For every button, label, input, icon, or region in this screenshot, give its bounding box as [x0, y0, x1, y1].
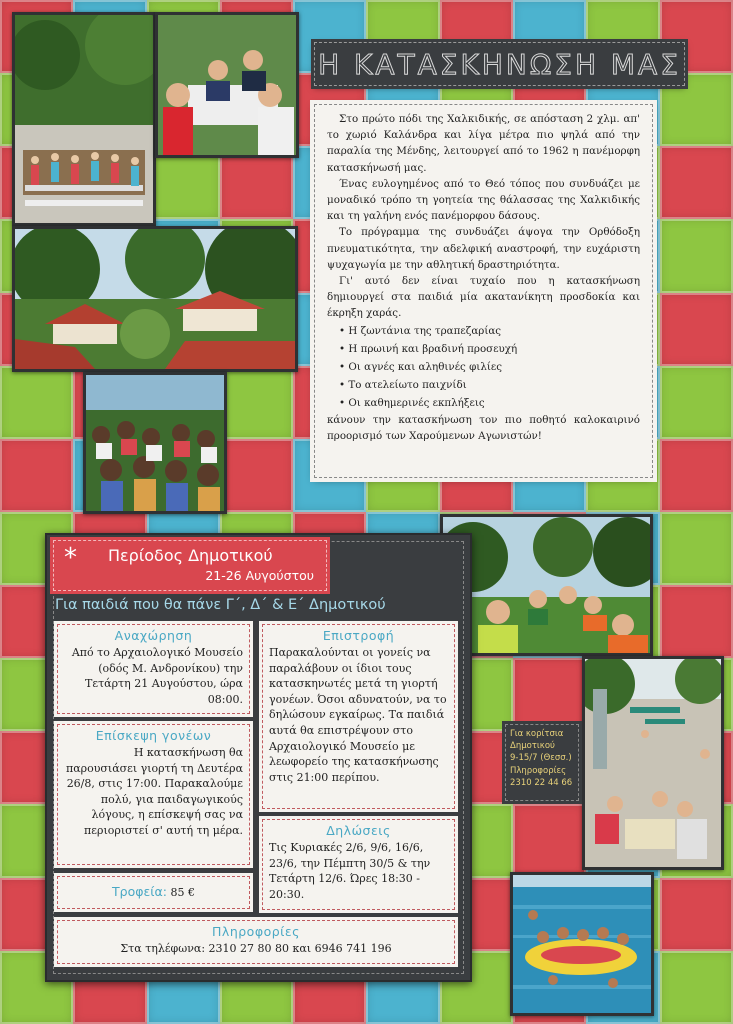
period-banner [53, 540, 327, 591]
photo-courtyard-play [582, 656, 724, 870]
background-tile [660, 439, 733, 512]
sea-inflatable-photo-icon [513, 875, 651, 1013]
list-item: • Οι καθημερινές εκπλήξεις [339, 394, 640, 412]
photo-crowd-kids [83, 372, 227, 514]
intro-text-box [314, 104, 653, 478]
background-tile [660, 878, 733, 951]
list-item: • Η ζωντάνια της τραπεζαρίας [339, 322, 640, 340]
highlights-list [327, 322, 640, 412]
return-text: Παρακαλούνται οι γονείς να παραλάβουν οι ίδιοι τους κατασκηνωτές μετά τη γιορτή γονέων. Όσοι αδυνατούν, να το δηλώσουν εγκαίρως. Τα παιδιά αυτά θα επιστρέψουν στο Αρχαιολογικό Μουσείο με λεωφορείο της κατασκήνωσης στις 21:00 περίπου. [269, 646, 447, 784]
fee-value: 85 € [170, 886, 195, 899]
background-tile [513, 658, 586, 731]
photo-boys-table [155, 12, 299, 158]
list-item: • Η πρωινή και βραδινή προσευχή [339, 340, 640, 358]
boys-at-table-photo-icon [158, 15, 296, 155]
list-item: • Οι αγνές και αληθινές φιλίες [339, 358, 640, 376]
target-grades: Για παιδιά που θα πάνε Γ΄, Δ΄ & Ε΄ Δημοτικού [55, 597, 386, 613]
asterisk-icon: * [64, 543, 77, 573]
visit-card [57, 724, 250, 865]
background-tile [660, 146, 733, 219]
photo-sea-inflatable [510, 872, 654, 1016]
background-tile [660, 366, 733, 439]
period-title: Περίοδος Δημοτικού [108, 546, 273, 565]
girls-note-line: Πληροφορίες [510, 765, 567, 776]
background-tile [0, 366, 73, 439]
fee-label: Τροφεία: [112, 884, 167, 899]
girls-note-line: Δημοτικού [510, 741, 555, 752]
intro-paragraph-1: Στο πρώτο πόδι της Χαλκιδικής, σε απόσταση 2 χλμ. απ' το χωριό Καλάνδρα και λίγα μέτρα πιο ψηλά από την παραλία της Μένδης, λειτουργεί από το 1962 η πανέμορφη κατασκήνωσή μας. [327, 113, 640, 174]
period-dates: 21-26 Αυγούστου [205, 568, 314, 583]
girls-session-note [505, 724, 579, 801]
girls-note-line: 2310 22 44 66 [510, 777, 573, 788]
campers-group-photo-icon [15, 15, 153, 223]
info-title: Πληροφορίες [212, 924, 300, 939]
departure-text: Από το Αρχαιολογικό Μουσείο (οδός Μ. Ανδρονίκου) την Τετάρτη 21 Αυγούστου, ώρα 08:00. [71, 646, 243, 706]
background-tile [660, 585, 733, 658]
background-tile [660, 951, 733, 1024]
crowd-kids-photo-icon [86, 375, 224, 511]
girls-note-line: Για κορίτσια [510, 729, 564, 739]
intro-paragraph-3: Το πρόγραμμα της συνδυάζει άψογα την Ορθόδοξη πνευματικότητα, την αδελφική αναστροφή, την ευχάριστη ψυχαγωγία με την αθλητική δραστηριότητα. [327, 226, 640, 271]
background-tile [660, 219, 733, 292]
background-tile [220, 439, 293, 512]
signups-text: Τις Κυριακές 2/6, 9/6, 16/6, 23/6, την Πέμπτη 30/5 & την Τετάρτη 12/6. Ώρες 18:30 - 20:30. [269, 841, 431, 901]
background-tile [0, 439, 73, 512]
return-title: Επιστροφή [322, 628, 395, 643]
intro-paragraph-2: Ένας ευλογημένος από το Θεό τόπος που συνδυάζει με μοναδικό τρόπο τη γοητεία της θάλασσας της Χαλκιδικής και τη γαλήνη ενός πανέμορφου δάσους. [327, 177, 640, 223]
photo-camp-buildings [12, 226, 298, 372]
departure-card [57, 624, 250, 714]
list-item: • Το ατελείωτο παιχνίδι [339, 376, 640, 394]
visit-text: Η κατασκήνωση θα παρουσιάσει γιορτή τη Δευτέρα 26/8, στις 17:00. Παρακαλούμε πολύ, για παιδαγωγικούς λόγους, η επίσκεψή σας να περιοριστεί σ' αυτή τη μέρα. [65, 746, 243, 837]
page-title: Η ΚΑΤΑΣΚΗΝΩΣΗ ΜΑΣ [318, 47, 681, 81]
kids-on-grass-photo-icon [443, 517, 650, 653]
signups-title: Δηλώσεις [326, 823, 391, 838]
return-card [262, 624, 455, 809]
info-card [57, 920, 455, 964]
background-tile [513, 804, 586, 877]
signups-card [262, 819, 455, 910]
camp-buildings-photo-icon [15, 229, 295, 369]
background-tile [220, 366, 293, 439]
departure-title: Αναχώρηση [114, 628, 193, 643]
background-tile [660, 512, 733, 585]
photo-campers-group-stairs [12, 12, 156, 226]
intro-paragraph-4: Γι' αυτό δεν είναι τυχαίο που η κατασκήνωση δημιουργεί στα παιδιά μία ακατανίκητη προσδοκία και έκρηξη χαράς. [327, 275, 640, 320]
header-title-bar [314, 42, 685, 86]
background-tile [660, 293, 733, 366]
info-text: Στα τηλέφωνα: 2310 27 80 80 και 6946 741 196 [120, 942, 392, 955]
intro-closing: κάνουν την κατασκήνωση τον πιο ποθητό καλοκαιρινό προορισμό των Χαρούμενων Αγωνιστών! [327, 413, 640, 442]
visit-title: Επίσκεψη γονέων [95, 728, 212, 743]
girls-note-line: 9-15/7 (Θεσσ.) [510, 753, 572, 764]
courtyard-play-photo-icon [585, 659, 721, 867]
fee-card [57, 876, 250, 909]
